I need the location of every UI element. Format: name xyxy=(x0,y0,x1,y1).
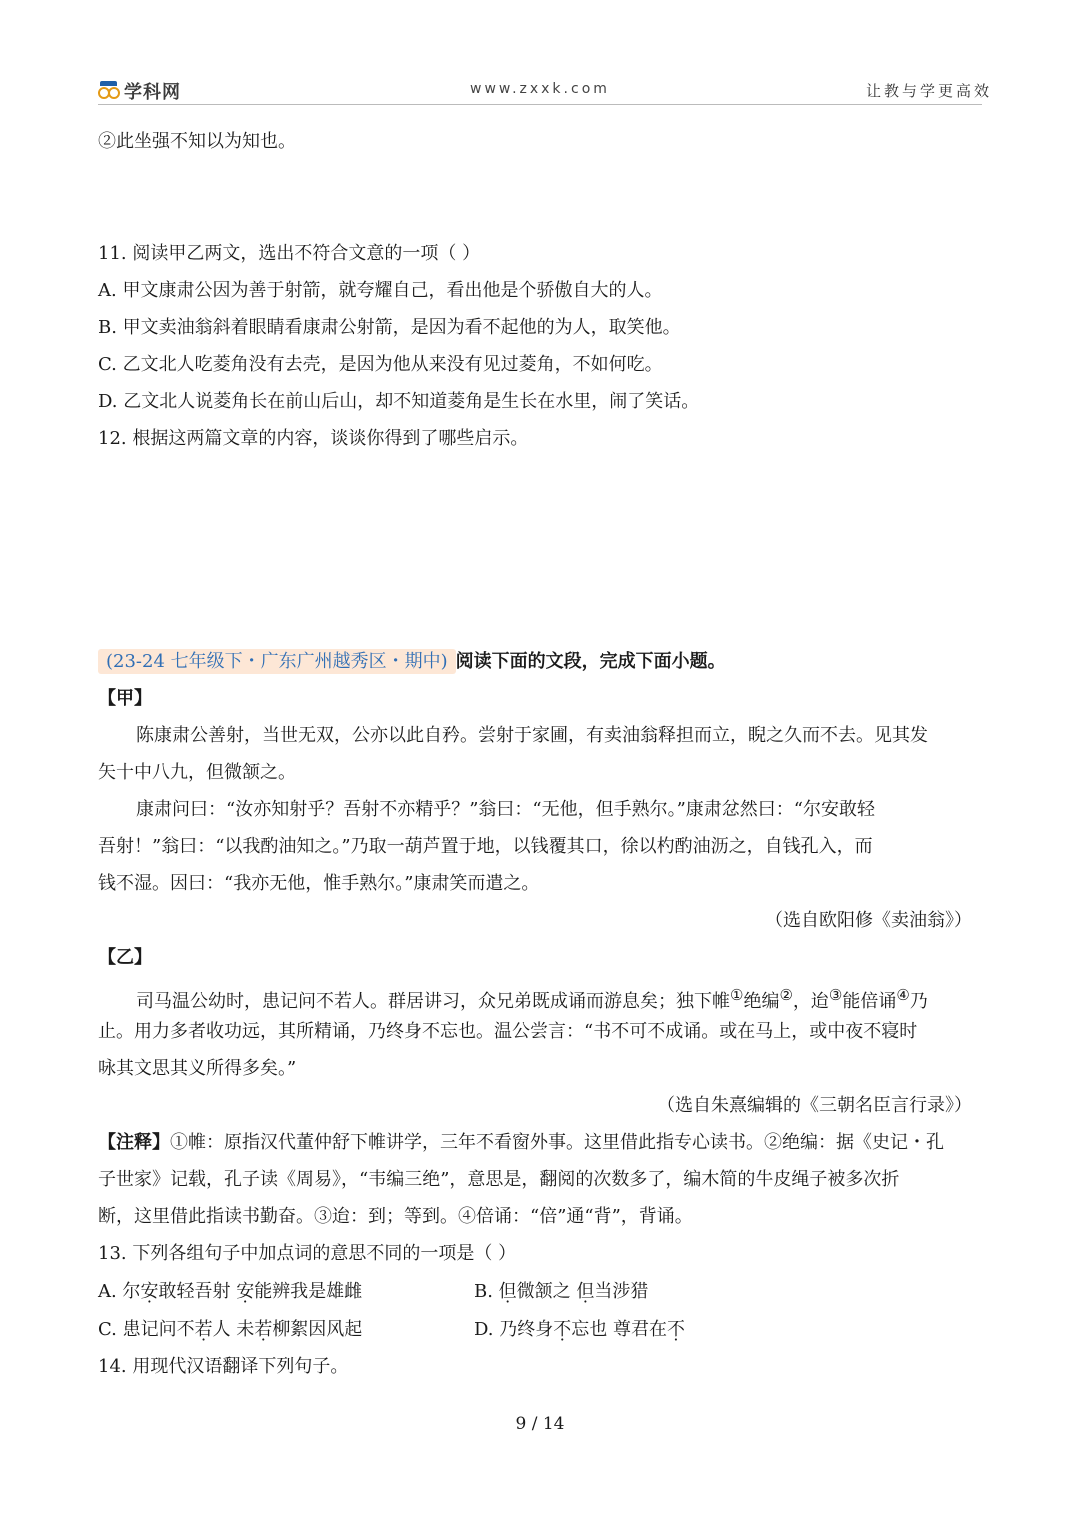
question-13-option-a xyxy=(98,1280,362,1304)
source-tag[interactable]: (23-24 七年级下・广东广州越秀区・期中) xyxy=(98,649,456,674)
jia-para2-line1: 康肃问曰：“汝亦知射乎？吾射不亦精乎？”翁曰：“无他，但手熟尔。”康肃忿然曰：“尔安敢轻 xyxy=(136,799,876,820)
q13b-dotted-2: 但 xyxy=(576,1281,595,1302)
question-11: 11. 阅读甲乙两文，选出不符合文意的一项（ ） xyxy=(98,243,481,264)
logo-text: 学科网 xyxy=(124,82,181,103)
logo-icon xyxy=(98,81,120,101)
yi-text-3: ，迨 xyxy=(792,991,829,1012)
question-11-option-d: D. 乙文北人说菱角长在前山后山，却不知道菱角是生长在水里，闹了笑话。 xyxy=(98,391,700,412)
jia-para1-line2: 矢十中八九，但微颔之。 xyxy=(98,762,296,783)
passage-yi-label: 【乙】 xyxy=(98,947,152,968)
q13c-dotted-2: 若 xyxy=(254,1319,273,1340)
yi-para-line3: 咏其文思其义所得多矣。” xyxy=(98,1058,297,1079)
q13d-dotted-2: 不 xyxy=(666,1319,685,1340)
q13a-mid: 敢轻吾射 xyxy=(158,1281,237,1302)
question-13-option-d xyxy=(474,1318,685,1342)
question-12: 12. 根据这两篇文章的内容，谈谈你得到了哪些启示。 xyxy=(98,428,529,449)
q13d-dotted-1: 不 xyxy=(553,1319,572,1340)
question-13-option-b xyxy=(474,1280,648,1304)
jia-para2-line2: 吾射！”翁曰：“以我酌油知之。”乃取一葫芦置于地，以钱覆其口，徐以杓酌油沥之，自钱孔入，而 xyxy=(98,836,873,857)
notes-label: 【注释】 xyxy=(98,1132,170,1153)
q13b-mid: 微颔之 xyxy=(516,1281,577,1302)
q13d-mid: 忘也 尊君在 xyxy=(571,1319,667,1340)
prev-answer-line: ②此坐强不知以为知也。 xyxy=(98,131,296,152)
notes-line1 xyxy=(98,1131,944,1155)
q13a-post: 能辨我是雄雌 xyxy=(254,1281,363,1302)
notes-text-1: ①帷：原指汉代董仲舒下帷讲学，三年不看窗外事。这里借此指专心读书。②绝编：据《史记・孔 xyxy=(170,1132,944,1153)
yi-source: （选自朱熹编辑的《三朝名臣言行录》） xyxy=(657,1095,972,1116)
footnote-3: ③ xyxy=(828,986,843,1004)
jia-para1-line1: 陈康肃公善射，当世无双，公亦以此自矜。尝射于家圃，有卖油翁释担而立，睨之久而不去。见其发 xyxy=(136,725,928,746)
header-slogan: 让教与学更高效 xyxy=(866,82,993,100)
q13b-pre: B. xyxy=(474,1281,499,1302)
q13a-dotted-1: 安 xyxy=(140,1281,159,1302)
question-13: 13. 下列各组句子中加点词的意思不同的一项是（ ） xyxy=(98,1243,517,1264)
question-13-option-c xyxy=(98,1318,362,1342)
q13c-pre: C. 患记问不 xyxy=(98,1319,195,1340)
q13b-dotted-1: 但 xyxy=(498,1281,517,1302)
question-14: 14. 用现代汉语翻译下列句子。 xyxy=(98,1356,349,1377)
notes-line3: 断，这里借此指读书勤奋。③迨：到；等到。④倍诵：“倍”通“背”，背诵。 xyxy=(98,1206,693,1227)
q13c-dotted-1: 若 xyxy=(194,1319,213,1340)
question-11-option-a: A. 甲文康肃公因为善于射箭，就夸耀自己，看出他是个骄傲自大的人。 xyxy=(98,280,663,301)
header-divider xyxy=(98,104,982,105)
jia-para2-line3: 钱不湿。因曰：“我亦无他，惟手熟尔。”康肃笑而遣之。 xyxy=(98,873,540,894)
q13c-post: 柳絮因风起 xyxy=(272,1319,363,1340)
passage-jia-label: 【甲】 xyxy=(98,688,152,709)
site-logo[interactable] xyxy=(98,78,181,104)
q13d-pre: D. 乃终身 xyxy=(474,1319,554,1340)
passage-intro xyxy=(98,650,726,674)
yi-para-line2: 止。用力多者收功远，其所精诵，乃终身不忘也。温公尝言：“书不可不成诵。或在马上，或中夜不寝时 xyxy=(98,1021,918,1042)
yi-text-1: 司马温公幼时，患记问不若人。群居讲习，众兄弟既成诵而游息矣；独下帷 xyxy=(136,991,730,1012)
question-11-option-b: B. 甲文卖油翁斜着眼睛看康肃公射箭，是因为看不起他的为人，取笑他。 xyxy=(98,317,681,338)
passage-instruction: 阅读下面的文段，完成下面小题。 xyxy=(455,651,726,672)
q13b-post: 当涉猎 xyxy=(594,1281,649,1302)
q13a-dotted-2: 安 xyxy=(236,1281,255,1302)
footnote-1: ① xyxy=(730,986,744,1004)
q13a-pre: A. 尔 xyxy=(98,1281,141,1302)
yi-text-2: 绝编 xyxy=(743,991,780,1012)
yi-text-4: 能倍诵 xyxy=(842,991,897,1012)
question-11-option-c: C. 乙文北人吃菱角没有去壳，是因为他从来没有见过菱角，不如何吃。 xyxy=(98,354,663,375)
q13c-mid: 人 未 xyxy=(212,1319,255,1340)
header-url: www.zxxk.com xyxy=(470,81,610,97)
footnote-2: ② xyxy=(779,986,793,1004)
yi-para-line1 xyxy=(136,983,928,1014)
yi-text-5: 乃 xyxy=(909,991,928,1012)
notes-line2: 子世家》记载，孔子读《周易》，“韦编三绝”，意思是，翻阅的次数多了，编木简的牛皮绳子被多次折 xyxy=(98,1169,900,1190)
footnote-4: ④ xyxy=(896,986,910,1004)
jia-source: （选自欧阳修《卖油翁》） xyxy=(765,910,972,931)
page-number: 9 / 14 xyxy=(515,1414,565,1434)
